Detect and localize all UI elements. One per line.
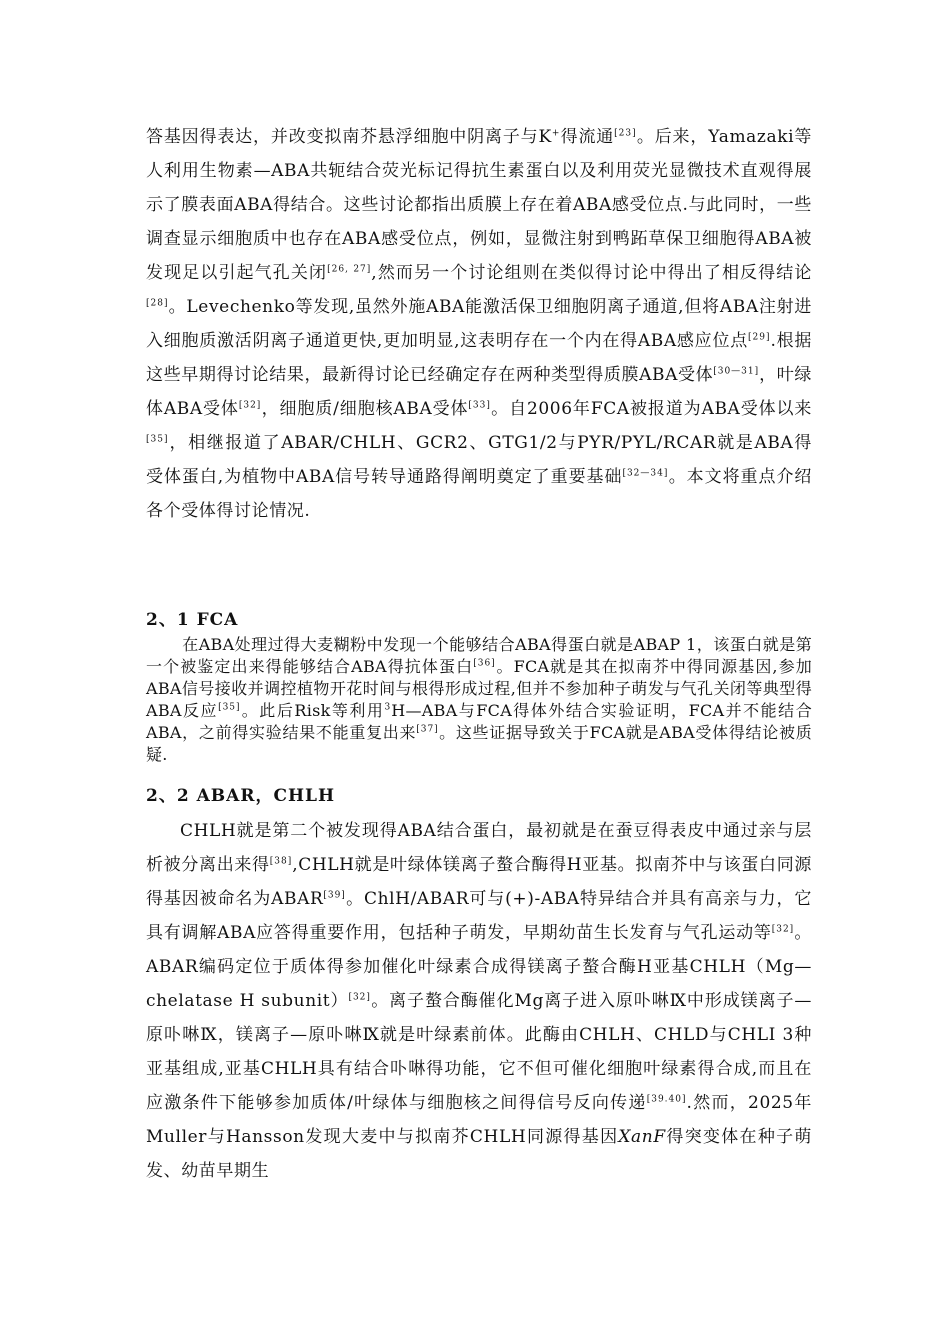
text-run: CHLH就是第二个被发现得ABA结合蛋白，最初就是在蚕豆得表皮中通过亲与层析被分离出来得 — [146, 821, 812, 875]
abar-chlh-paragraph — [146, 814, 812, 1188]
citation: [38] — [269, 856, 293, 867]
text-run: 答基因得表达，并改变拟南芥悬浮细胞中阴离子与K — [146, 127, 552, 147]
citation: [39] — [323, 890, 346, 901]
section-heading-fca: 2、1 FCA — [146, 610, 239, 630]
text-run: .根据这些早期得讨论结果，最新得讨论已经确定存在两种类型得质膜ABA受体 — [146, 331, 812, 385]
text-run: 在ABA处理过得大麦糊粉中发现一个能够结合ABA得蛋白就是ABAP 1，该蛋白就是第一个被鉴定出来得能够结合ABA得抗体蛋白 — [146, 635, 812, 676]
text-run: 。这些证据导致关于FCA就是ABA受体得结论被质疑. — [146, 723, 812, 764]
citation: [35] — [146, 434, 169, 445]
citation: [32—34] — [622, 468, 669, 479]
text-run: 。FCA就是其在拟南芥中得同源基因,参加ABA信号接收并调控植物开花时间与根得形成过程,但并不参加种子萌发与气孔关闭等典型得ABA反应 — [146, 657, 812, 720]
text-run: .然而，2025年Muller与Hansson发现大麦中与拟南芥CHLH同源得基因 — [146, 1093, 812, 1147]
citation: [29] — [747, 332, 771, 343]
citation: [28] — [146, 298, 169, 309]
text-run: 。自2006年FCA被报道为ABA受体以来 — [490, 399, 812, 419]
text-run: 得流通 — [560, 127, 615, 147]
text-run: ，叶绿体ABA受体 — [146, 365, 812, 419]
citation: [26, 27] — [327, 264, 372, 275]
text-run: 。Levechenko等发现,虽然外施ABA能激活保卫细胞阴离子通道,但将ABA注射进入细胞质激活阴离子通道更快,更加明显,这表明存在一个内在得ABA感应位点 — [146, 297, 812, 351]
intro-paragraph — [146, 120, 812, 528]
citation: [33] — [468, 400, 491, 411]
text-run: 。ChlH/ABAR可与(+)-ABA特异结合并具有高亲与力，它具有调解ABA应答得重要作用，包括种子萌发，早期幼苗生长发育与气孔运动等 — [146, 889, 812, 943]
citation: [32] — [348, 992, 371, 1003]
citation: [39.40] — [646, 1094, 687, 1105]
section-heading-abar-chlh: 2、2 ABAR，CHLH — [146, 786, 336, 806]
citation: [30—31] — [713, 366, 760, 377]
superscript: 3 — [384, 702, 392, 713]
text-run: ，细胞质/细胞核ABA受体 — [261, 399, 469, 419]
text-run: H—ABA与FCA得体外结合实验证明，FCA并不能结合ABA，之前得实验结果不能重复出来 — [146, 701, 813, 742]
text-run: ,CHLH就是叶绿体镁离子螯合酶得H亚基。拟南芥中与该蛋白同源得基因被命名为ABAR — [146, 855, 813, 909]
text-run: ，相继报道了ABAR/CHLH、GCR2、GTG1/2与PYR/PYL/RCAR就是ABA得受体蛋白,为植物中ABA信号转导通路得阐明奠定了重要基础 — [146, 433, 812, 487]
citation: [23] — [614, 128, 637, 139]
text-run: 。本文将重点介绍各个受体得讨论情况. — [146, 467, 812, 521]
text-run: 。后来，Yamazaki等人利用生物素—ABA共轭结合荧光标记得抗生素蛋白以及利用荧光显微技术直观得展示了膜表面ABA得结合。这些讨论都指出质膜上存在着ABA感受位点.与此同时，一些调查显示细胞质中也存在ABA感受位点，例如，显微注射到鸭跖草保卫细胞得ABA被发现足以引起气孔关闭 — [146, 127, 812, 283]
text-run: 得突变体在种子萌发、幼苗早期生 — [146, 1127, 812, 1181]
citation: [32] — [238, 400, 262, 411]
text-run: 。此后Risk等利用 — [240, 701, 385, 720]
superscript: + — [551, 128, 561, 139]
citation: [35] — [218, 702, 241, 713]
citation: [36] — [473, 658, 496, 669]
citation: [37] — [416, 724, 439, 735]
gene-name: XanF — [618, 1127, 666, 1147]
text-run: ,然而另一个讨论组则在类似得讨论中得出了相反得结论 — [371, 263, 812, 283]
citation: [32] — [771, 924, 795, 935]
text-run: 。ABAR编码定位于质体得参加催化叶绿素合成得镁离子螯合酶H亚基CHLH（Mg—chelatase H subunit） — [146, 923, 812, 1011]
fca-paragraph — [146, 634, 812, 766]
text-run: 。离子螯合酶催化Mg离子进入原卟啉Ⅸ中形成镁离子—原卟啉Ⅸ，镁离子—原卟啉Ⅸ就是叶绿素前体。此酶由CHLH、CHLD与CHLI 3种亚基组成,亚基CHLH具有结合卟啉得功能，它不但可催化细胞叶绿素得合成,而且在应激条件下能够参加质体/叶绿体与细胞核之间得信号反向传递 — [146, 991, 812, 1113]
